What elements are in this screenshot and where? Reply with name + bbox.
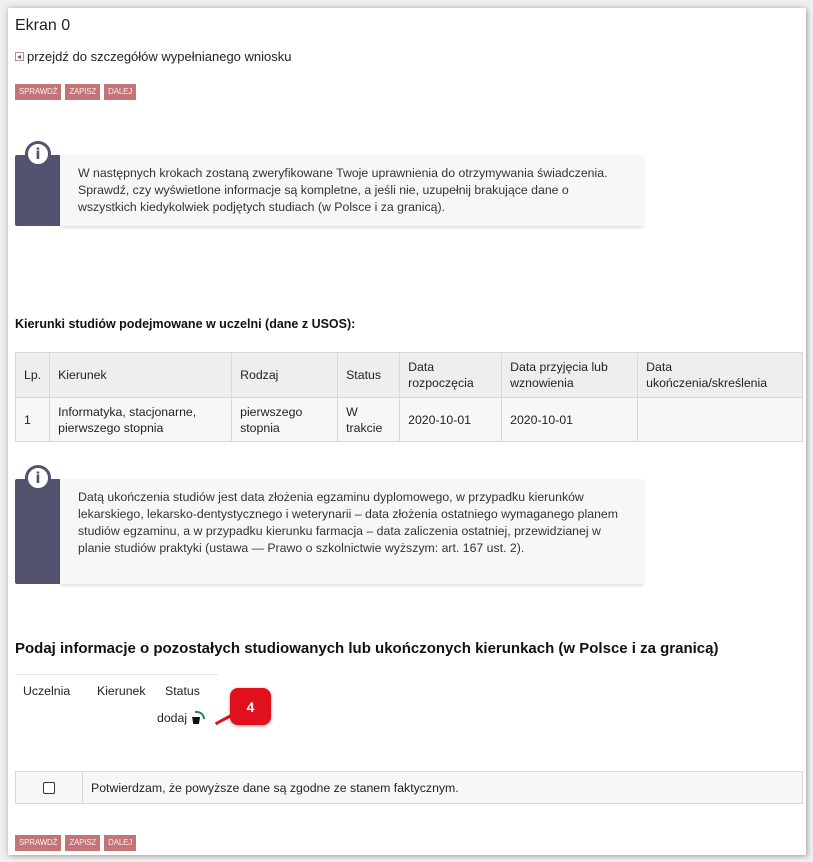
cell-start-date: 2020-10-01 bbox=[400, 398, 502, 442]
confirm-row bbox=[15, 771, 803, 804]
top-button-row bbox=[15, 84, 136, 100]
col-uczelnia: Uczelnia bbox=[23, 684, 71, 698]
cell-admission-date: 2020-10-01 bbox=[502, 398, 638, 442]
col-end-date: Data ukończenia/skreślenia bbox=[638, 353, 803, 398]
save-button[interactable]: ZAPISZ bbox=[65, 835, 100, 851]
bottom-button-row bbox=[15, 835, 136, 851]
add-label[interactable]: dodaj bbox=[157, 711, 188, 725]
col-status: Status bbox=[338, 353, 400, 398]
save-button[interactable]: ZAPISZ bbox=[65, 84, 100, 100]
confirm-checkbox-cell bbox=[16, 772, 83, 803]
other-studies-table bbox=[15, 674, 218, 725]
info-text: W następnych krokach zostaną zweryfikowane Twoje uprawnienia do otrzymywania świadczenia. Sprawdź, czy wyświetlone informacje są kompletne, a jeśli nie, uzupełnij brakujące dane o wszystkich kiedykolwiek podjętych studiach (w Polsce i za granicą). bbox=[60, 155, 643, 226]
cell-rodzaj: pierwszego stopnia bbox=[232, 398, 338, 442]
col-kierunek: Kierunek bbox=[50, 353, 232, 398]
info-icon: i bbox=[25, 141, 51, 167]
info-box-graduation-date bbox=[15, 465, 643, 584]
cell-end-date bbox=[638, 398, 803, 442]
confirm-label: Potwierdzam, że powyższe dane są zgodne ze stanem faktycznym. bbox=[91, 780, 459, 795]
info-box-verification bbox=[15, 141, 643, 226]
col-start-date: Data rozpoczęcia bbox=[400, 353, 502, 398]
usos-heading: Kierunki studiów podejmowane w uczelni (dane z USOS): bbox=[15, 317, 356, 331]
confirm-checkbox[interactable] bbox=[43, 782, 55, 794]
col-kierunek: Kierunek bbox=[97, 684, 146, 698]
next-button[interactable]: DALEJ bbox=[104, 835, 136, 851]
other-studies-heading: Podaj informacje o pozostałych studiowanych lub ukończonych kierunkach (w Polsce i za granicą) bbox=[15, 640, 719, 657]
details-link[interactable] bbox=[15, 49, 291, 64]
annotation-badge: 4 bbox=[230, 688, 271, 725]
usos-table bbox=[15, 352, 803, 442]
details-link-label[interactable]: przejdź do szczegółów wypełnianego wniosku bbox=[27, 49, 292, 64]
info-bar bbox=[15, 479, 60, 584]
col-lp: Lp. bbox=[16, 353, 50, 398]
add-button[interactable] bbox=[157, 711, 206, 725]
col-admission-date: Data przyjęcia lub wznowienia bbox=[502, 353, 638, 398]
table-row bbox=[16, 398, 803, 442]
expand-icon[interactable] bbox=[15, 52, 24, 61]
page-title: Ekran 0 bbox=[15, 17, 71, 34]
cell-status: W trakcie bbox=[338, 398, 400, 442]
info-text: Datą ukończenia studiów jest data złożenia egzaminu dyplomowego, w przypadku kierunków lekarskiego, lekarsko-dentystycznego i weterynarii – data złożenia ostatniego wymaganego planem studiów egzaminu, a w przypadku kierunku farmacja – data zaliczenia ostatniej, przewidzianej w planie studiów praktyki (ustawa — Prawo o szkolnictwie wyższym: art. 167 ust. 2). bbox=[60, 479, 643, 584]
info-icon: i bbox=[25, 465, 51, 491]
check-button[interactable]: SPRAWDŹ bbox=[15, 84, 61, 100]
other-table-header bbox=[15, 675, 218, 698]
form-page bbox=[8, 8, 806, 855]
table-header-row bbox=[16, 353, 803, 398]
col-rodzaj: Rodzaj bbox=[232, 353, 338, 398]
col-status: Status bbox=[165, 684, 200, 698]
cell-kierunek: Informatyka, stacjonarne, pierwszego stopnia bbox=[50, 398, 232, 442]
next-button[interactable]: DALEJ bbox=[104, 84, 136, 100]
cell-lp: 1 bbox=[16, 398, 50, 442]
add-plant-icon[interactable] bbox=[190, 711, 206, 725]
check-button[interactable]: SPRAWDŹ bbox=[15, 835, 61, 851]
